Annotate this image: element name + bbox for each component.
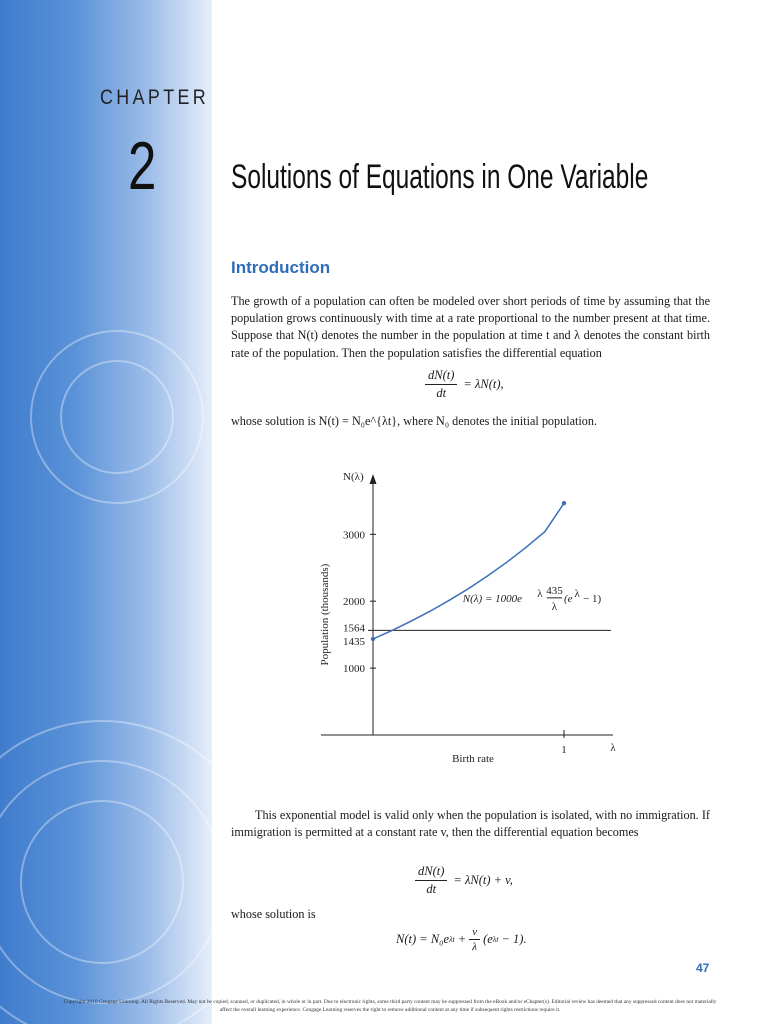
curve-label-main: N(λ) = 1000e [462, 592, 523, 605]
paragraph-solution: whose solution is N(t) = N₀e^{λt}, where N₀ denotes the initial population. [231, 414, 598, 428]
eq2-numerator: dN(t) [415, 864, 447, 881]
curve-label-frac-num: 435 [546, 584, 563, 597]
x-axis-symbol: λ [610, 742, 616, 754]
curve-label-tail-exp: λ [574, 587, 580, 600]
y-axis-symbol: N(λ) [343, 471, 364, 483]
paragraph-immigration: This exponential model is valid only when the population is isolated, with no immigration. If immigration is permitted at a constant rate v, then the differential equation becomes [231, 808, 710, 840]
eq3-exponent: λt [449, 935, 455, 944]
eq1-numerator: dN(t) [425, 368, 457, 385]
population-chart [300, 460, 640, 770]
curve-label-exp: λ [537, 587, 543, 600]
equation-2 [415, 864, 513, 897]
curve-label-tail: (e [564, 592, 573, 605]
page-number: 47 [696, 961, 710, 975]
eq2-denominator: dt [426, 882, 437, 896]
y-axis-arrow [370, 474, 377, 484]
y-axis-label: Population (thousands) [319, 563, 331, 666]
equation-3 [396, 926, 527, 953]
chapter-number: 2 [128, 128, 157, 204]
eq3-frac-den: λ [472, 941, 478, 953]
section-heading: Introduction [231, 258, 331, 277]
eq1-rhs: = λN(t), [463, 377, 504, 391]
x-axis-label: Birth rate [452, 753, 494, 765]
chapter-label: CHAPTER [100, 86, 210, 109]
copyright-notice: Copyright 2010 Cengage Learning. All Rights Reserved. May not be copied, scanned, or duplicated, in whole or in part. Due to electronic rights, some third party content may be suppressed from the eBook and/or eChapter(s). Editorial review has deemed that any suppressed content does not materially affect the overall learning experience. Cengage Learning reserves the right to remove additional content at any time if subsequent rights restrictions require it. [63, 999, 717, 1013]
decorative-sidebar [0, 0, 212, 1024]
y-tick-label: 3000 [343, 529, 365, 542]
paragraph-intro: The growth of a population can often be modeled over short periods of time by assuming that the population grows continuously with time at a rate proportional to the number present at that time. Suppose that N(t) denotes the number in the population at time t and λ denotes the constant birth rate of the population. Then the population satisfies the differential equation [231, 294, 710, 360]
eq3-plus: + [457, 932, 467, 946]
y-tick-label: 2000 [343, 596, 365, 609]
eq3-frac-num: v [469, 926, 480, 940]
paragraph-solution-2: whose solution is [231, 907, 316, 921]
chapter-title: Solutions of Equations in One Variable [231, 158, 649, 196]
reference-line-label: 1564 [343, 622, 365, 635]
y-tick-label: 1000 [343, 663, 365, 676]
curve-start-point [371, 637, 375, 641]
population-curve [373, 503, 564, 639]
eq3-end: − 1). [501, 932, 527, 946]
eq2-rhs: = λN(t) + v, [453, 873, 513, 887]
curve-label-frac-den: λ [551, 600, 558, 613]
eq1-denominator: dt [436, 386, 447, 400]
eq3-tail: (e [483, 932, 493, 946]
eq3-lhs: N(t) = N₀e [396, 932, 450, 946]
equation-1 [425, 368, 504, 401]
curve-end-point [562, 501, 566, 505]
eq3-tail-exponent: λt [492, 935, 499, 944]
start-value-label: 1435 [343, 635, 365, 648]
x-tick-label: 1 [561, 744, 567, 756]
curve-label-end: − 1) [583, 592, 602, 605]
